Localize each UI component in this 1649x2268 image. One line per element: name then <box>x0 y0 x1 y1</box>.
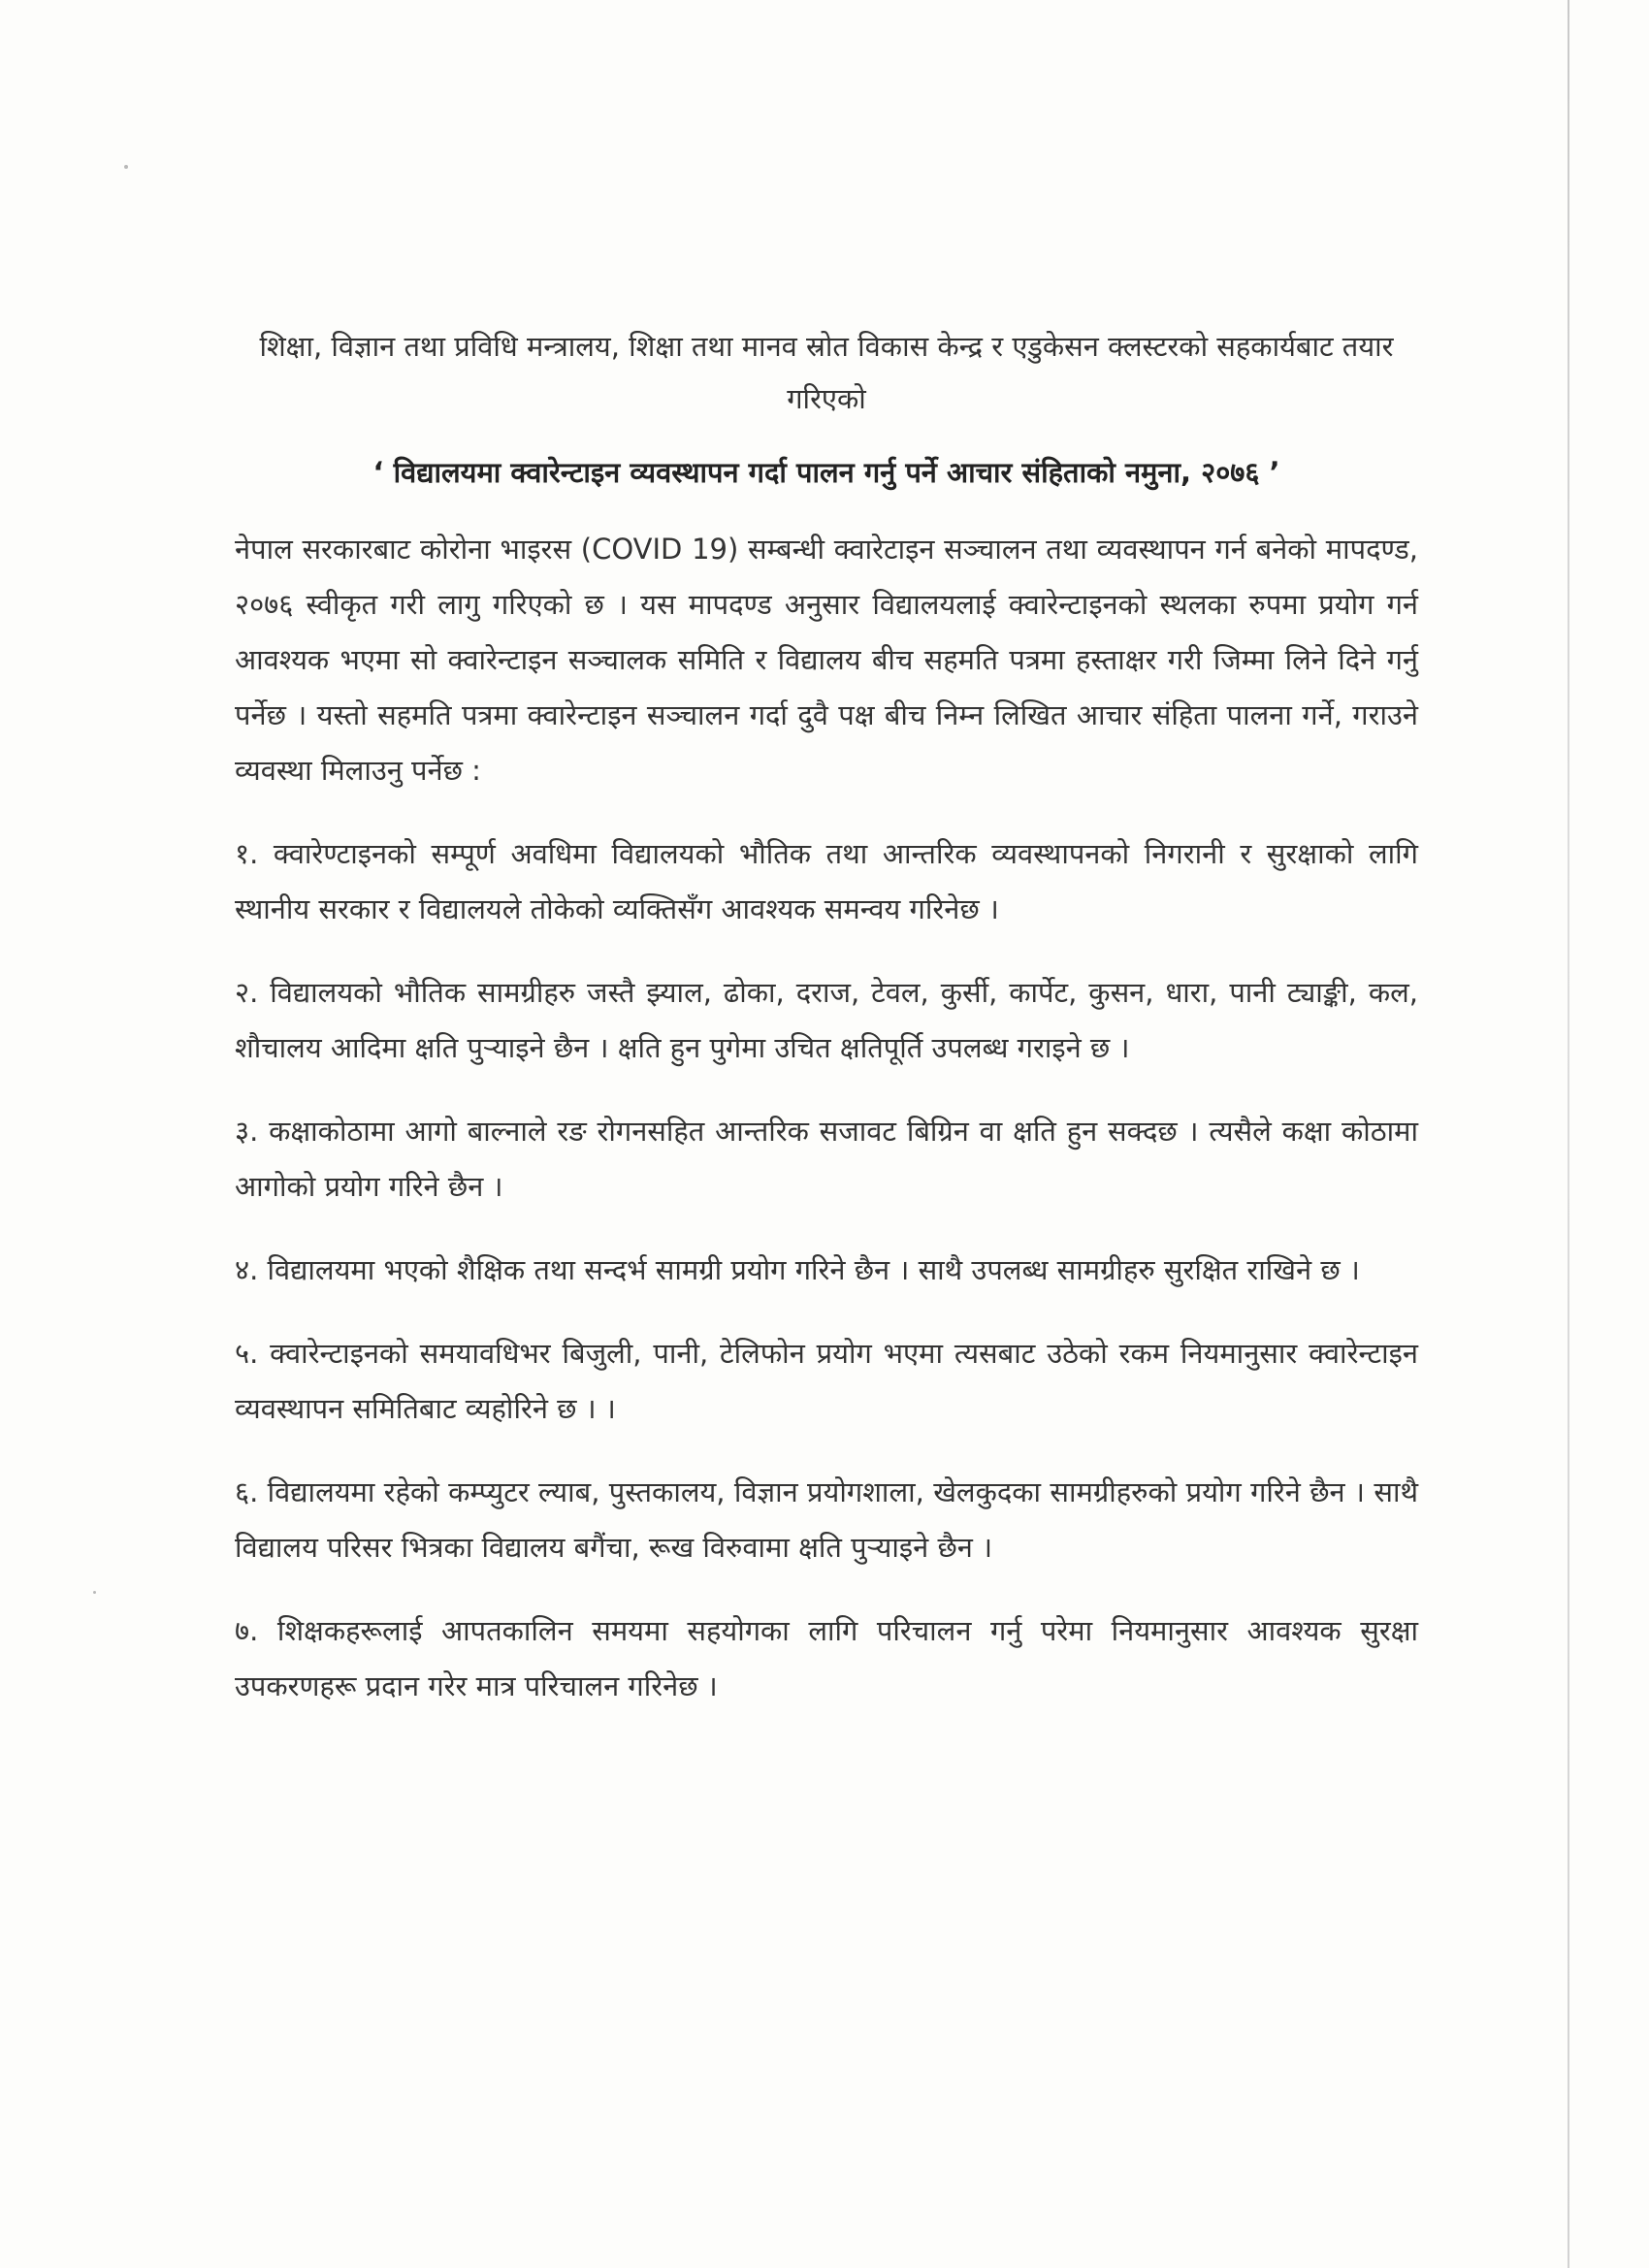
scan-speck <box>93 1591 96 1594</box>
document-header: शिक्षा, विज्ञान तथा प्रविधि मन्त्रालय, शिक्षा तथा मानव स्रोत विकास केन्द्र र एडुकेसन क्लस्टरको सहकार्यबाट तयार गरिएको <box>259 330 1394 415</box>
list-item: ३. कक्षाकोठामा आगो बाल्नाले रङ रोगनसहित आन्तरिक सजावट बिग्रिन वा क्षति हुन सक्दछ । त्यसैले कक्षा कोठामा आगोको प्रयोग गरिने छैन । <box>235 1115 1418 1203</box>
scan-speck <box>124 165 128 169</box>
list-item: ७. शिक्षकहरूलाई आपतकालिन समयमा सहयोगका लागि परिचालन गर्नु परेमा नियमानुसार आवश्यक सुरक्षा उपकरणहरू प्रदान गरेर मात्र परिचालन गरिनेछ । <box>235 1614 1418 1702</box>
intro-paragraph: नेपाल सरकारबाट कोरोना भाइरस (COVID 19) सम्बन्धी क्वारेटाइन सञ्चालन तथा व्यवस्थापन गर्न बनेको मापदण्ड, २०७६ स्वीकृत गरी लागु गरिएको छ । यस मापदण्ड अनुसार विद्यालयलाई क्वारेन्टाइनको स्थलका रुपमा प्रयोग गर्न आवश्यक भएमा सो क्वारेन्टाइन सञ्चालक समिति र विद्यालय बीच सहमति पत्रमा हस्ताक्षर गरी जिम्मा लिने दिने गर्नु पर्नेछ । यस्तो सहमति पत्रमा क्वारेन्टाइन सञ्चालन गर्दा दुवै पक्ष बीच निम्न लिखित आचार संहिता पालना गर्ने, गराउने व्यवस्था मिलाउनु पर्नेछ : <box>235 533 1418 787</box>
code-of-conduct-list <box>235 826 1418 1714</box>
list-item: २. विद्यालयको भौतिक सामग्रीहरु जस्तै झ्याल, ढोका, दराज, टेवल, कुर्सी, कार्पेट, कुसन, धारा, पानी ट्याङ्की, कल, शौचालय आदिमा क्षति पुर्‍याइने छैन । क्षति हुन पुगेमा उचित क्षतिपूर्ति उपलब्ध गराइने छ । <box>235 976 1418 1064</box>
scan-page-edge <box>1568 0 1569 2268</box>
list-item: १. क्वारेण्टाइनको सम्पूर्ण अवधिमा विद्यालयको भौतिक तथा आन्तरिक व्यवस्थापनको निगरानी र सुरक्षाको लागि स्थानीय सरकार र विद्यालयले तोकेको व्यक्तिसँग आवश्यक समन्वय गरिनेछ । <box>235 837 1418 925</box>
document-page <box>235 320 1418 1742</box>
list-item: ४. विद्यालयमा भएको शैक्षिक तथा सन्दर्भ सामग्री प्रयोग गरिने छैन । साथै उपलब्ध सामग्रीहरु सुरक्षित राखिने छ । <box>235 1253 1360 1286</box>
document-title: ‘ विद्यालयमा क्वारेन्टाइन व्यवस्थापन गर्दा पालन गर्नु पर्ने आचार संहिताको नमुना, २०७६ ’ <box>372 456 1280 489</box>
list-item: ५. क्वारेन्टाइनको समयावधिभर बिजुली, पानी, टेलिफोन प्रयोग भएमा त्यसबाट उठेको रकम नियमानुसार क्वारेन्टाइन व्यवस्थापन समितिबाट व्यहोरिने छ । । <box>235 1337 1418 1425</box>
list-item: ६. विद्यालयमा रहेको कम्प्युटर ल्याब, पुस्तकालय, विज्ञान प्रयोगशाला, खेलकुदका सामग्रीहरुको प्रयोग गरिने छैन । साथै विद्यालय परिसर भित्रका विद्यालय बगैंचा, रूख विरुवामा क्षति पुर्‍याइने छैन । <box>235 1475 1418 1564</box>
